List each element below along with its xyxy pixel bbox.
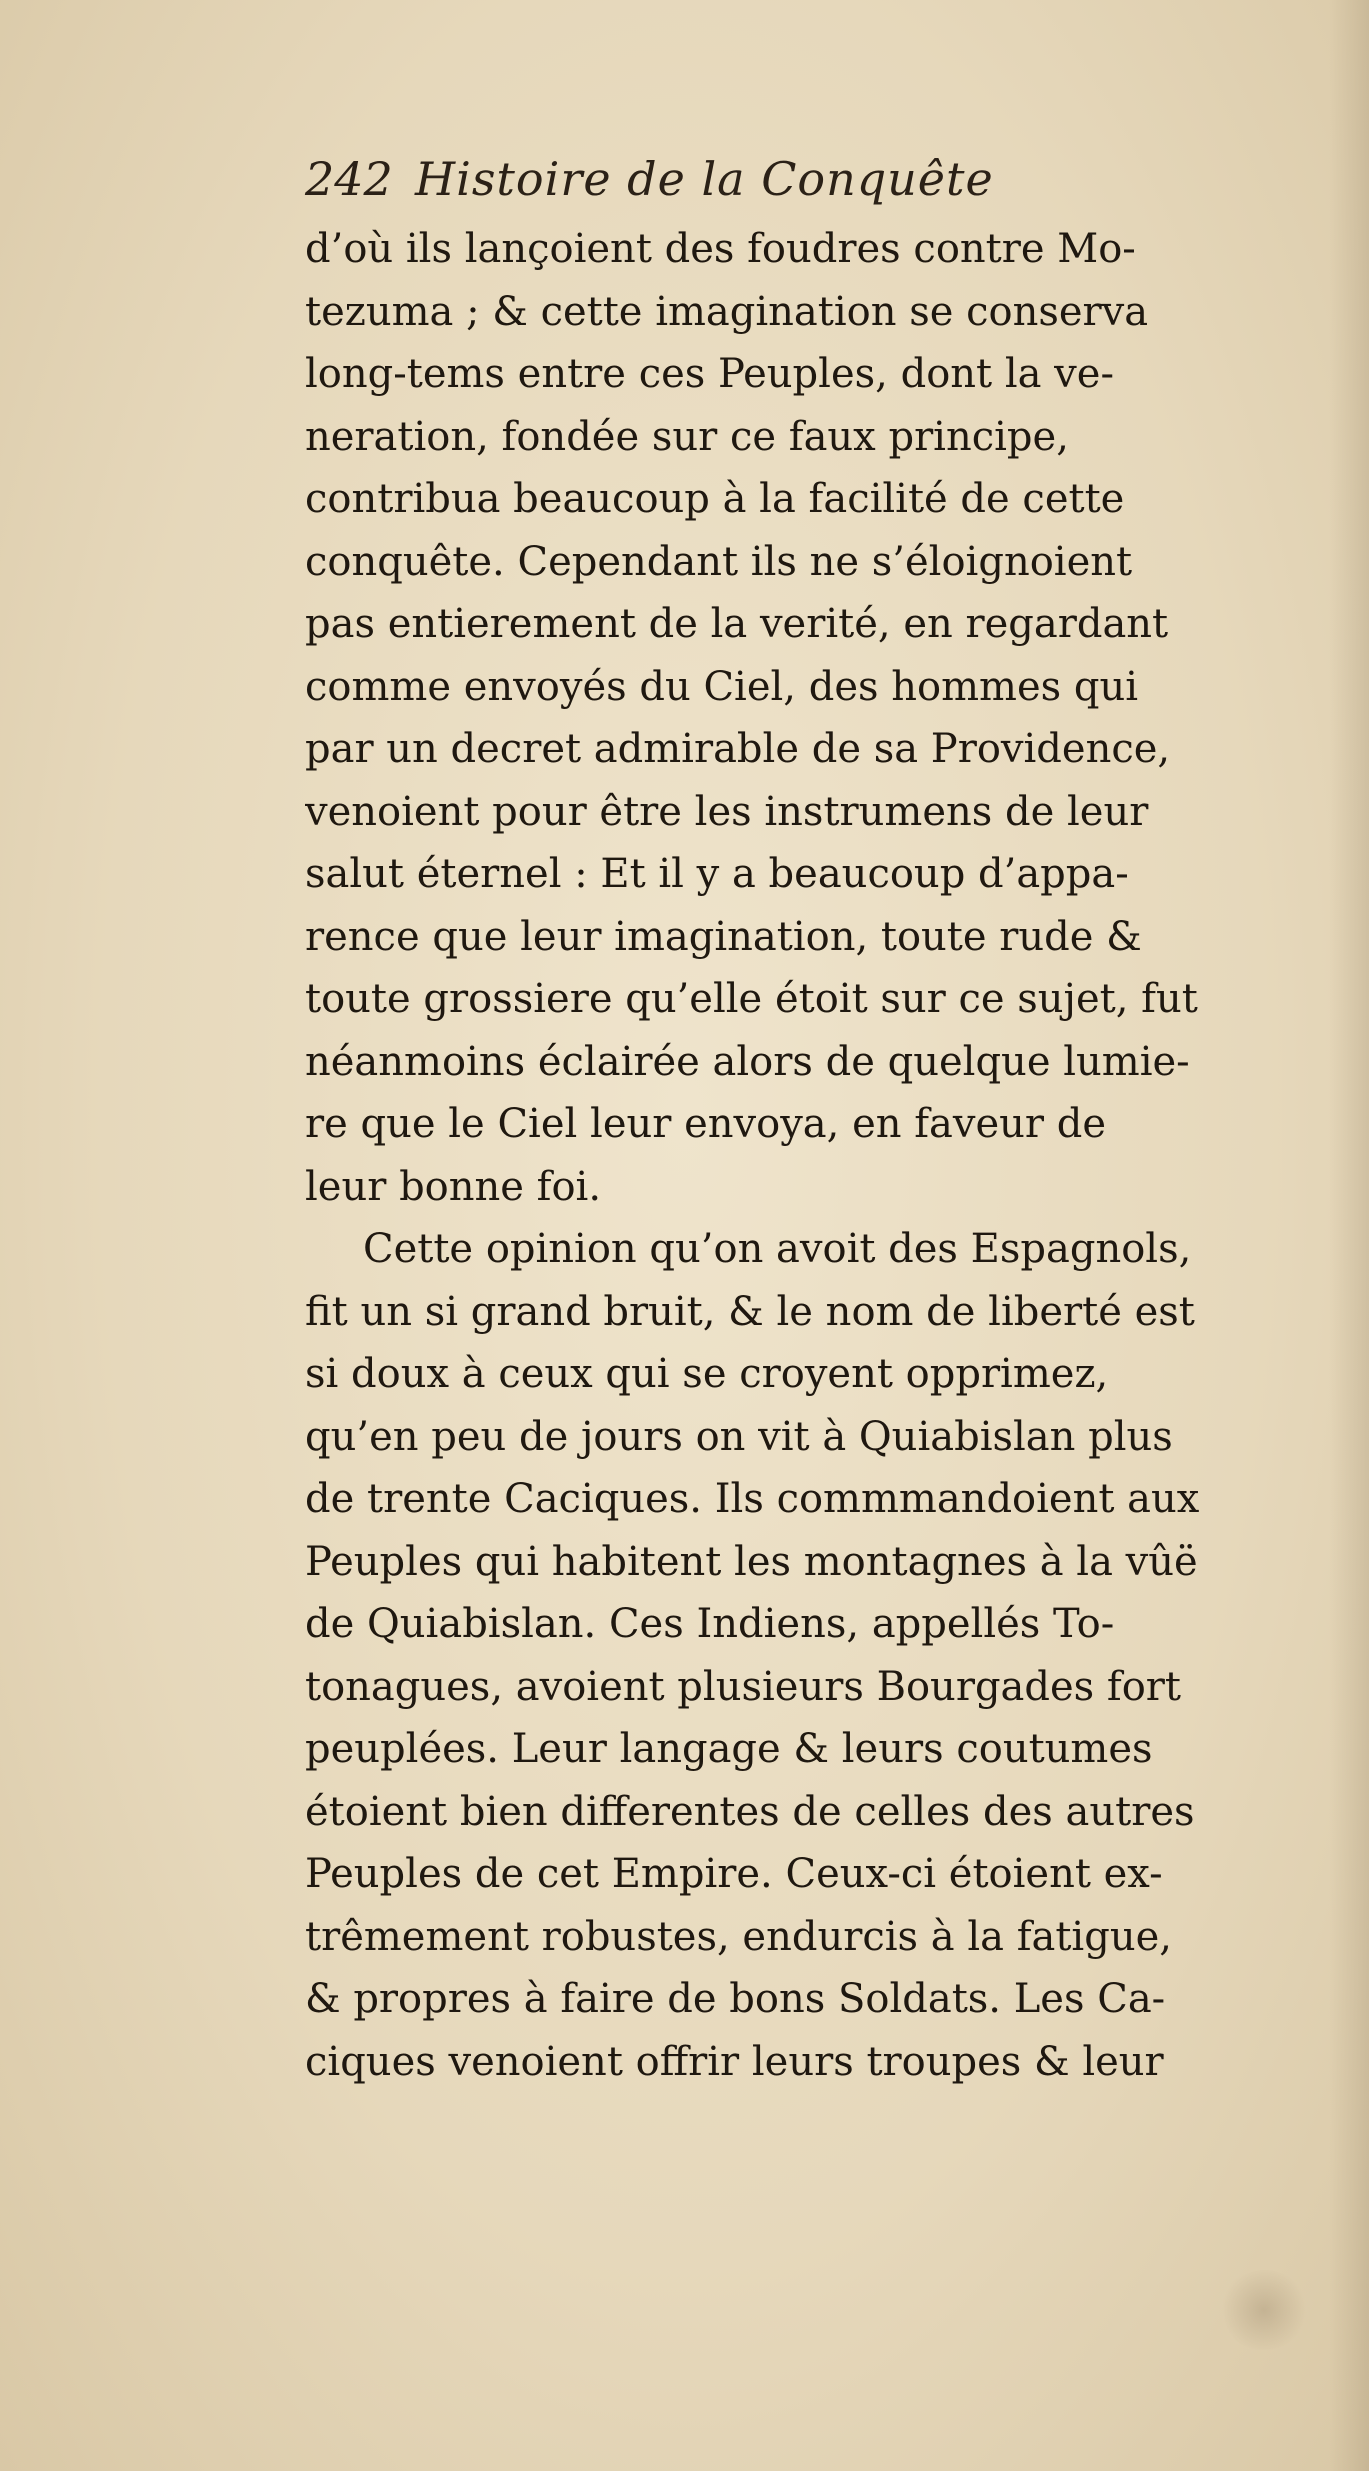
- running-title: Histoire de la Conquête: [415, 152, 994, 206]
- text-line: tezuma ; & cette imagination se conserva: [305, 288, 1149, 335]
- text-line: étoient bien differentes de celles des autres: [305, 1788, 1195, 1835]
- text-line: leur bonne foi.: [305, 1163, 602, 1210]
- text-line: conquête. Cependant ils ne s’éloignoient: [305, 538, 1133, 585]
- text-line: Peuples de cet Empire. Ceux-ci étoient ex-: [305, 1851, 1163, 1897]
- text-line: toute grossiere qu’elle étoit sur ce sujet, fut: [305, 976, 1198, 1022]
- text-line: qu’en peu de jours on vit à Quiabislan plus: [305, 1413, 1173, 1460]
- text-line: re que le Ciel leur envoya, en faveur de: [305, 1101, 1107, 1147]
- paper-stain: [1219, 2270, 1309, 2350]
- text-line: d’où ils lançoient des foudres contre Mo-: [305, 226, 1136, 272]
- text-line: si doux à ceux qui se croyent opprimez,: [305, 1351, 1109, 1397]
- text-line: Cette opinion qu’on avoit des Espagnols,: [363, 1226, 1192, 1272]
- text-line: tonagues, avoient plusieurs Bourgades fort: [305, 1663, 1181, 1710]
- text-line: pas entierement de la verité, en regardant: [305, 601, 1169, 647]
- text-line: contribua beaucoup à la facilité de cette: [305, 476, 1125, 522]
- page-header: [305, 152, 1305, 212]
- text-line: neration, fondée sur ce faux principe,: [305, 413, 1069, 460]
- paragraph-2: [305, 1218, 1365, 2093]
- page-number: 242: [305, 152, 393, 206]
- page-edge-shadow: [1329, 0, 1369, 2471]
- text-line: par un decret admirable de sa Providence,: [305, 726, 1171, 772]
- text-line: salut éternel : Et il y a beaucoup d’appa-: [305, 851, 1129, 897]
- text-line: Peuples qui habitent les montagnes à la vûë: [305, 1538, 1198, 1585]
- text-line: rence que leur imagination, toute rude &: [305, 913, 1142, 960]
- text-line: néanmoins éclairée alors de quelque lumie-: [305, 1038, 1190, 1085]
- text-line: peuplées. Leur langage & leurs coutumes: [305, 1726, 1153, 1772]
- text-line: & propres à faire de bons Soldats. Les Ca-: [305, 1976, 1166, 2022]
- paragraph-1: [305, 218, 1365, 1218]
- text-line: de Quiabislan. Ces Indiens, appellés To-: [305, 1601, 1115, 1647]
- text-line: de trente Caciques. Ils commmandoient aux: [305, 1476, 1200, 1522]
- text-line: venoient pour être les instrumens de leur: [305, 788, 1149, 835]
- text-line: trêmement robustes, endurcis à la fatigue,: [305, 1913, 1172, 1960]
- text-line: comme envoyés du Ciel, des hommes qui: [305, 663, 1139, 710]
- text-line: ciques venoient offrir leurs troupes & leur: [305, 2038, 1164, 2085]
- text-line: fit un si grand bruit, & le nom de liberté est: [305, 1288, 1195, 1335]
- text-line: long-tems entre ces Peuples, dont la ve-: [305, 351, 1114, 397]
- body-text: [305, 218, 1365, 2093]
